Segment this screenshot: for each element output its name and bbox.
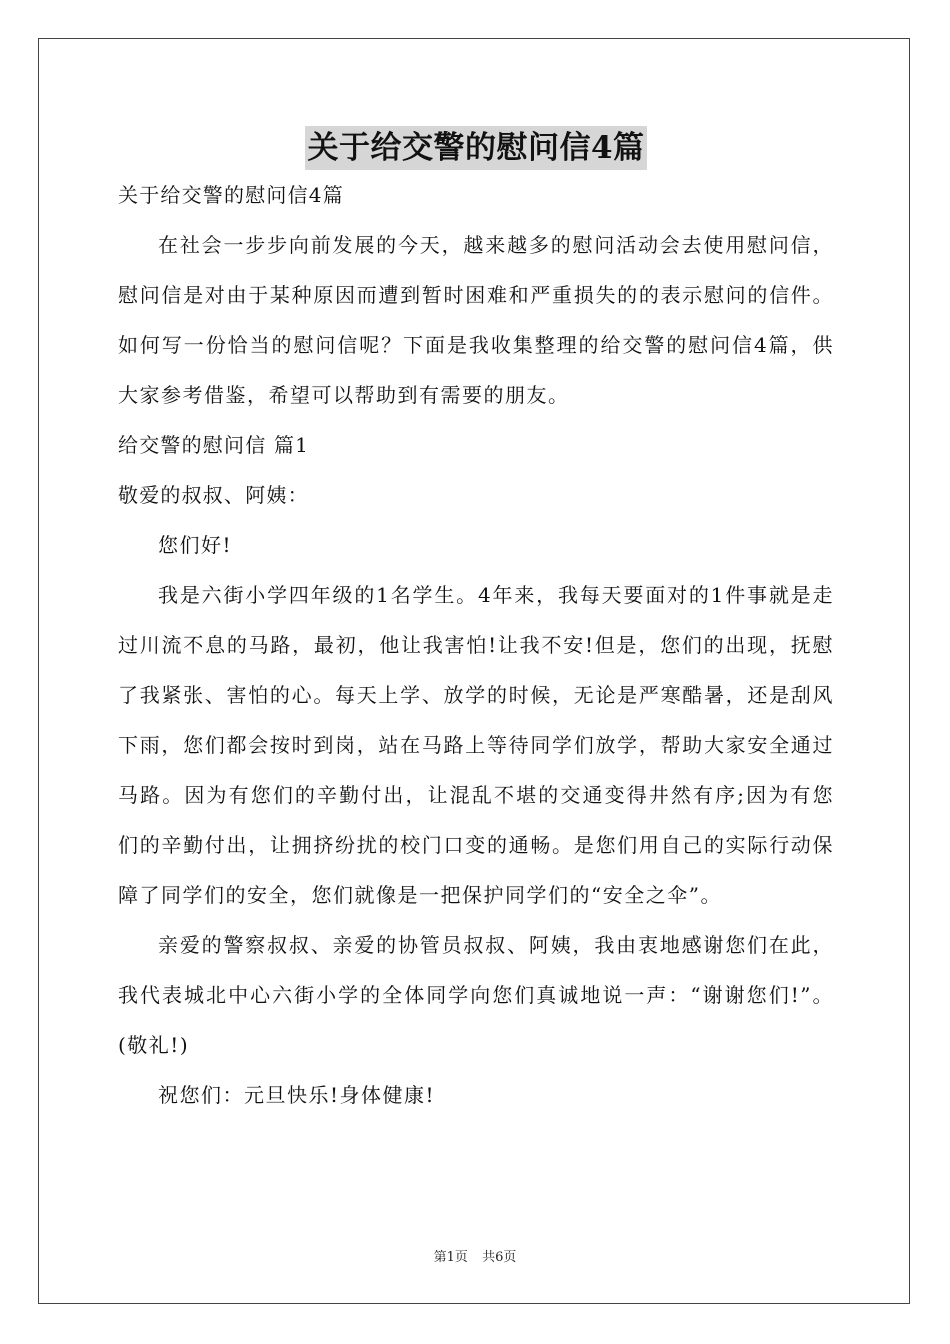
document-subtitle: 关于给交警的慰问信4篇 bbox=[118, 183, 344, 207]
section-heading: 给交警的慰问信 篇1 bbox=[118, 433, 310, 457]
body-paragraph-1: 我是六街小学四年级的1名学生。4年来，我每天要面对的1件事就是走过川流不息的马路，最初，他让我害怕!让我不安!但是，您们的出现，抚慰了我紧张、害怕的心。每天上学、放学的时候，无论是严寒酷暑，还是刮风下雨，您们都会按时到岗，站在马路上等待同学们放学，帮助大家安全通过马路。因为有您们的辛勤付出，让混乱不堪的交通变得井然有序;因为有您们的辛勤付出，让拥挤纷扰的校门口变的通畅。是您们用自己的实际行动保障了同学们的安全，您们就像是一把保护同学们的“安全之伞”。 bbox=[118, 583, 834, 907]
greeting: 您们好! bbox=[158, 533, 233, 557]
document-title-text: 关于给交警的慰问信4篇 bbox=[305, 126, 646, 170]
intro-paragraph: 在社会一步步向前发展的今天，越来越多的慰问活动会去使用慰问信，慰问信是对由于某种原因而遭到暂时困难和严重损失的的表示慰问的信件。如何写一份恰当的慰问信呢？下面是我收集整理的给交警的慰问信4篇，供大家参考借鉴，希望可以帮助到有需要的朋友。 bbox=[118, 233, 834, 407]
salutation: 敬爱的叔叔、阿姨： bbox=[118, 483, 309, 507]
body-paragraph-2: 亲爱的警察叔叔、亲爱的协管员叔叔、阿姨，我由衷地感谢您们在此，我代表城北中心六街小学的全体同学向您们真诚地说一声：“谢谢您们!”。(敬礼!) bbox=[118, 933, 834, 1057]
document-body bbox=[118, 126, 834, 1120]
document-title bbox=[118, 126, 834, 170]
total-pages: 共6页 bbox=[482, 1250, 517, 1265]
page-footer bbox=[0, 1246, 950, 1265]
page-number: 第1页 bbox=[433, 1250, 468, 1265]
closing-line: 祝您们：元旦快乐!身体健康! bbox=[158, 1083, 436, 1107]
